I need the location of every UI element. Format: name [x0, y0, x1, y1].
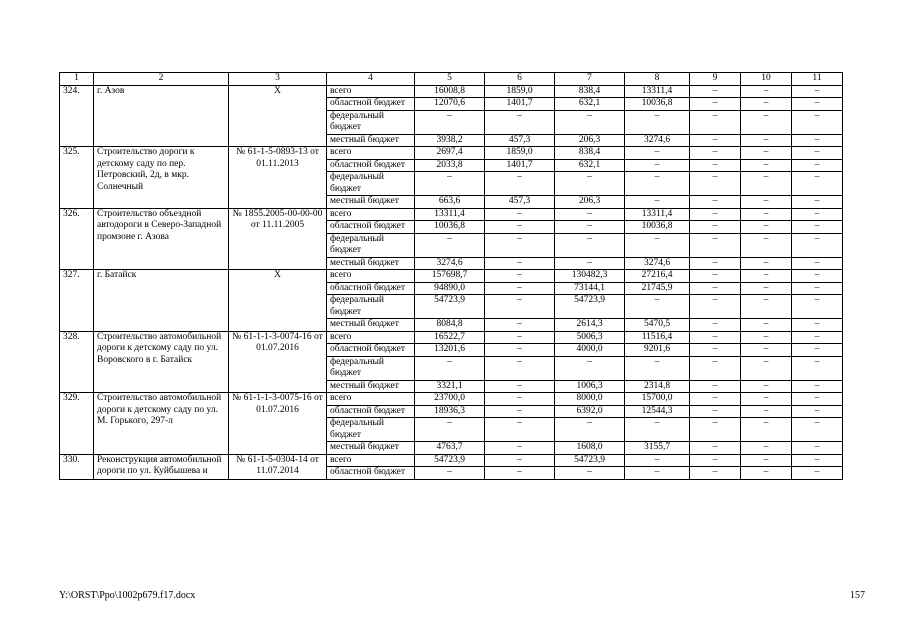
table-row — [60, 85, 843, 98]
header-cell: 8 — [625, 73, 690, 86]
funding-source: местный бюджет — [327, 257, 415, 270]
funding-source: областной бюджет — [327, 405, 415, 418]
value-cell: – — [792, 98, 843, 111]
value-cell: 15700,0 — [625, 393, 690, 406]
value-cell: – — [792, 159, 843, 172]
value-cell: – — [741, 442, 792, 455]
value-cell: – — [415, 172, 485, 196]
value-cell: – — [741, 85, 792, 98]
value-cell: – — [690, 257, 741, 270]
value-cell: 23700,0 — [415, 393, 485, 406]
value-cell: – — [741, 159, 792, 172]
funding-source: областной бюджет — [327, 98, 415, 111]
value-cell: – — [792, 257, 843, 270]
value-cell: 1401,7 — [485, 98, 555, 111]
value-cell: – — [741, 344, 792, 357]
value-cell: – — [485, 319, 555, 332]
header-cell: 6 — [485, 73, 555, 86]
value-cell: 632,1 — [555, 98, 625, 111]
funding-source: областной бюджет — [327, 282, 415, 295]
object-name: г. Батайск — [94, 270, 229, 332]
value-cell: – — [741, 257, 792, 270]
header-cell: 2 — [94, 73, 229, 86]
value-cell: – — [555, 356, 625, 380]
value-cell: – — [792, 418, 843, 442]
value-cell: 2614,3 — [555, 319, 625, 332]
value-cell: – — [741, 454, 792, 467]
funding-source: областной бюджет — [327, 221, 415, 234]
value-cell: – — [485, 208, 555, 221]
funding-source: федеральный бюджет — [327, 295, 415, 319]
value-cell: 16522,7 — [415, 331, 485, 344]
value-cell: – — [792, 85, 843, 98]
value-cell: 8084,8 — [415, 319, 485, 332]
value-cell: 4000,0 — [555, 344, 625, 357]
project-document: № 1855.2005-00-00-00 от 11.11.2005 — [229, 208, 327, 270]
value-cell: – — [741, 295, 792, 319]
value-cell: – — [792, 331, 843, 344]
funding-source: местный бюджет — [327, 319, 415, 332]
object-name: Реконструкция автомобильной дороги по ул. Куйбышева и — [94, 454, 229, 479]
value-cell: – — [792, 393, 843, 406]
object-name: г. Азов — [94, 85, 229, 147]
funding-source: федеральный бюджет — [327, 418, 415, 442]
value-cell: 54723,9 — [555, 454, 625, 467]
value-cell: – — [690, 454, 741, 467]
value-cell: 1006,3 — [555, 380, 625, 393]
value-cell: – — [690, 110, 741, 134]
value-cell: 13311,4 — [625, 208, 690, 221]
value-cell: 13201,6 — [415, 344, 485, 357]
value-cell: – — [485, 110, 555, 134]
object-name: Строительство дороги к детскому саду по пер. Петровский, 2д, в мкр. Солнечный — [94, 147, 229, 209]
value-cell: – — [690, 172, 741, 196]
funding-source: всего — [327, 393, 415, 406]
object-name: Строительство объездной автодороги в Северо-Западной промзоне г. Азова — [94, 208, 229, 270]
funding-source: всего — [327, 454, 415, 467]
value-cell: – — [690, 85, 741, 98]
value-cell: – — [625, 454, 690, 467]
value-cell: – — [485, 344, 555, 357]
value-cell: – — [690, 233, 741, 257]
value-cell: – — [485, 282, 555, 295]
record-number: 329. — [60, 393, 94, 455]
project-document: Х — [229, 85, 327, 147]
header-cell: 5 — [415, 73, 485, 86]
value-cell: – — [690, 282, 741, 295]
value-cell: – — [690, 295, 741, 319]
value-cell: – — [555, 172, 625, 196]
budget-table — [59, 72, 843, 480]
value-cell: – — [792, 233, 843, 257]
value-cell: – — [741, 134, 792, 147]
value-cell: 54723,9 — [415, 454, 485, 467]
value-cell: – — [741, 418, 792, 442]
value-cell: – — [485, 270, 555, 283]
value-cell: – — [741, 98, 792, 111]
value-cell: – — [690, 159, 741, 172]
value-cell: – — [555, 221, 625, 234]
value-cell: – — [485, 418, 555, 442]
value-cell: – — [792, 380, 843, 393]
value-cell: – — [792, 134, 843, 147]
value-cell: 206,3 — [555, 134, 625, 147]
footer-file-path: Y:\ORST\Ppo\1002p679.f17.docx — [59, 590, 196, 601]
value-cell: – — [625, 467, 690, 480]
value-cell: 73144,1 — [555, 282, 625, 295]
value-cell: – — [415, 418, 485, 442]
funding-source: федеральный бюджет — [327, 233, 415, 257]
footer-page-number: 157 — [850, 590, 865, 601]
value-cell: – — [415, 356, 485, 380]
value-cell: 457,3 — [485, 196, 555, 209]
value-cell: 206,3 — [555, 196, 625, 209]
header-cell: 4 — [327, 73, 415, 86]
value-cell: – — [485, 442, 555, 455]
value-cell: – — [792, 221, 843, 234]
value-cell: – — [741, 380, 792, 393]
value-cell: 5006,3 — [555, 331, 625, 344]
table-row — [60, 393, 843, 406]
value-cell: – — [690, 319, 741, 332]
value-cell: 838,4 — [555, 147, 625, 160]
record-number: 328. — [60, 331, 94, 393]
funding-source: местный бюджет — [327, 134, 415, 147]
value-cell: – — [690, 270, 741, 283]
table-row — [60, 331, 843, 344]
value-cell: – — [555, 418, 625, 442]
value-cell: – — [741, 221, 792, 234]
funding-source: местный бюджет — [327, 196, 415, 209]
value-cell: 9201,6 — [625, 344, 690, 357]
value-cell: – — [741, 208, 792, 221]
value-cell: – — [741, 282, 792, 295]
value-cell: – — [792, 295, 843, 319]
value-cell: – — [485, 295, 555, 319]
record-number: 330. — [60, 454, 94, 479]
funding-source: областной бюджет — [327, 344, 415, 357]
object-name: Строительство автомобильной дороги к детскому саду по ул. Воровского в г. Батайск — [94, 331, 229, 393]
table-row — [60, 208, 843, 221]
value-cell: 2033,8 — [415, 159, 485, 172]
value-cell: – — [555, 208, 625, 221]
value-cell: – — [485, 380, 555, 393]
value-cell: – — [792, 147, 843, 160]
value-cell: – — [690, 331, 741, 344]
value-cell: 54723,9 — [555, 295, 625, 319]
project-document: № 61-1-5-0893-13 от 01.11.2013 — [229, 147, 327, 209]
value-cell: – — [415, 467, 485, 480]
table-body — [60, 73, 843, 480]
value-cell: 11516,4 — [625, 331, 690, 344]
value-cell: 10036,8 — [625, 98, 690, 111]
value-cell: – — [792, 172, 843, 196]
value-cell: – — [792, 110, 843, 134]
project-document: № 61-1-5-0304-14 от 11.07.2014 — [229, 454, 327, 479]
value-cell: 1608,0 — [555, 442, 625, 455]
header-cell: 3 — [229, 73, 327, 86]
header-cell: 9 — [690, 73, 741, 86]
funding-source: местный бюджет — [327, 380, 415, 393]
value-cell: 1859,0 — [485, 85, 555, 98]
value-cell: – — [792, 282, 843, 295]
value-cell: – — [485, 221, 555, 234]
value-cell: 632,1 — [555, 159, 625, 172]
value-cell: 8000,0 — [555, 393, 625, 406]
value-cell: – — [690, 196, 741, 209]
funding-source: федеральный бюджет — [327, 356, 415, 380]
value-cell: – — [741, 196, 792, 209]
value-cell: – — [485, 356, 555, 380]
value-cell: – — [555, 110, 625, 134]
value-cell: – — [741, 393, 792, 406]
value-cell: – — [690, 134, 741, 147]
value-cell: 3321,1 — [415, 380, 485, 393]
record-number: 324. — [60, 85, 94, 147]
value-cell: – — [690, 380, 741, 393]
value-cell: 13311,4 — [625, 85, 690, 98]
funding-source: всего — [327, 270, 415, 283]
value-cell: 94890,0 — [415, 282, 485, 295]
funding-source: местный бюджет — [327, 442, 415, 455]
table-row — [60, 147, 843, 160]
value-cell: 10036,8 — [625, 221, 690, 234]
value-cell: – — [792, 467, 843, 480]
value-cell: – — [625, 418, 690, 442]
value-cell: – — [741, 110, 792, 134]
object-name: Строительство автомобильной дороги к детскому саду по ул. М. Горького, 297-л — [94, 393, 229, 455]
value-cell: 3938,2 — [415, 134, 485, 147]
value-cell: – — [555, 257, 625, 270]
value-cell: 10036,8 — [415, 221, 485, 234]
value-cell: – — [415, 233, 485, 257]
value-cell: – — [792, 344, 843, 357]
value-cell: – — [485, 393, 555, 406]
value-cell: 130482,3 — [555, 270, 625, 283]
value-cell: 2314,8 — [625, 380, 690, 393]
funding-source: федеральный бюджет — [327, 110, 415, 134]
value-cell: – — [690, 393, 741, 406]
funding-source: областной бюджет — [327, 467, 415, 480]
value-cell: 12544,3 — [625, 405, 690, 418]
value-cell: 27216,4 — [625, 270, 690, 283]
value-cell: – — [741, 356, 792, 380]
value-cell: – — [625, 147, 690, 160]
value-cell: – — [690, 418, 741, 442]
value-cell: – — [792, 208, 843, 221]
value-cell: 13311,4 — [415, 208, 485, 221]
value-cell: – — [741, 319, 792, 332]
value-cell: – — [625, 196, 690, 209]
value-cell: – — [625, 356, 690, 380]
value-cell: 54723,9 — [415, 295, 485, 319]
value-cell: 1401,7 — [485, 159, 555, 172]
value-cell: – — [690, 221, 741, 234]
record-number: 326. — [60, 208, 94, 270]
project-document: № 61-1-1-3-0074-16 от 01.07.2016 — [229, 331, 327, 393]
value-cell: 3274,6 — [625, 257, 690, 270]
project-document: № 61-1-1-3-0075-16 от 01.07.2016 — [229, 393, 327, 455]
header-cell: 1 — [60, 73, 94, 86]
value-cell: – — [741, 405, 792, 418]
value-cell: – — [741, 331, 792, 344]
table-row — [60, 270, 843, 283]
value-cell: 663,6 — [415, 196, 485, 209]
funding-source: всего — [327, 147, 415, 160]
value-cell: – — [792, 270, 843, 283]
value-cell: – — [792, 405, 843, 418]
header-row — [60, 73, 843, 86]
value-cell: 12070,6 — [415, 98, 485, 111]
project-document: Х — [229, 270, 327, 332]
value-cell: 3274,6 — [625, 134, 690, 147]
header-cell: 10 — [741, 73, 792, 86]
value-cell: – — [485, 467, 555, 480]
value-cell: 4763,7 — [415, 442, 485, 455]
value-cell: – — [741, 172, 792, 196]
value-cell: – — [485, 257, 555, 270]
value-cell: 2697,4 — [415, 147, 485, 160]
funding-source: областной бюджет — [327, 159, 415, 172]
value-cell: – — [690, 147, 741, 160]
value-cell: – — [690, 405, 741, 418]
value-cell: – — [690, 208, 741, 221]
value-cell: 1859,0 — [485, 147, 555, 160]
value-cell: – — [690, 98, 741, 111]
value-cell: – — [625, 159, 690, 172]
value-cell: – — [741, 233, 792, 257]
value-cell: – — [625, 172, 690, 196]
value-cell: – — [690, 467, 741, 480]
value-cell: – — [485, 454, 555, 467]
value-cell: – — [792, 319, 843, 332]
value-cell: – — [690, 356, 741, 380]
header-cell: 11 — [792, 73, 843, 86]
value-cell: – — [792, 454, 843, 467]
funding-source: всего — [327, 208, 415, 221]
value-cell: 18936,3 — [415, 405, 485, 418]
funding-source: всего — [327, 85, 415, 98]
value-cell: – — [485, 331, 555, 344]
table-row — [60, 454, 843, 467]
record-number: 327. — [60, 270, 94, 332]
value-cell: – — [485, 172, 555, 196]
funding-source: федеральный бюджет — [327, 172, 415, 196]
value-cell: – — [792, 196, 843, 209]
value-cell: – — [625, 295, 690, 319]
value-cell: – — [555, 233, 625, 257]
value-cell: – — [485, 233, 555, 257]
value-cell: 457,3 — [485, 134, 555, 147]
value-cell: 157698,7 — [415, 270, 485, 283]
value-cell: – — [625, 110, 690, 134]
value-cell: – — [415, 110, 485, 134]
value-cell: 5470,5 — [625, 319, 690, 332]
value-cell: – — [555, 467, 625, 480]
value-cell: – — [792, 442, 843, 455]
value-cell: – — [690, 442, 741, 455]
value-cell: 16008,8 — [415, 85, 485, 98]
value-cell: 3155,7 — [625, 442, 690, 455]
value-cell: – — [485, 405, 555, 418]
record-number: 325. — [60, 147, 94, 209]
value-cell: – — [741, 467, 792, 480]
header-cell: 7 — [555, 73, 625, 86]
value-cell: – — [741, 147, 792, 160]
value-cell: – — [792, 356, 843, 380]
value-cell: 21745,9 — [625, 282, 690, 295]
value-cell: 6392,0 — [555, 405, 625, 418]
funding-source: всего — [327, 331, 415, 344]
value-cell: – — [690, 344, 741, 357]
value-cell: 3274,6 — [415, 257, 485, 270]
value-cell: – — [625, 233, 690, 257]
value-cell: – — [741, 270, 792, 283]
value-cell: 838,4 — [555, 85, 625, 98]
